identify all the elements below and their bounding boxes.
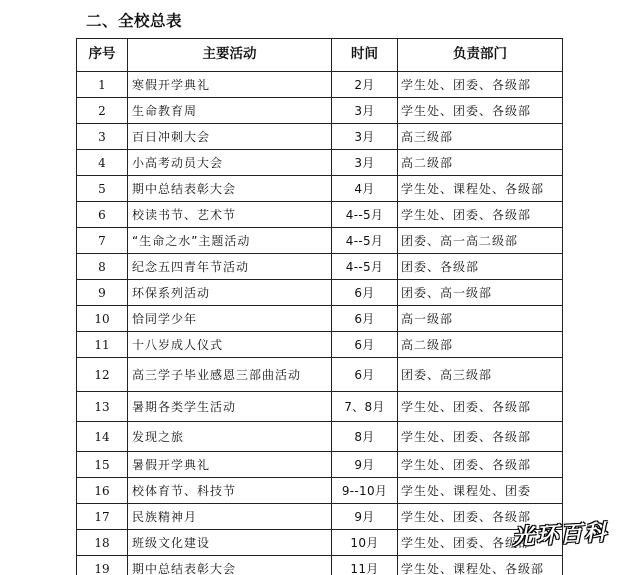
cell-dept: 团委、高一高二级部 [398,228,563,254]
cell-time: 6月 [332,358,398,392]
cell-time: 6月 [332,280,398,306]
cell-activity: 民族精神月 [128,504,332,530]
cell-activity: “生命之水”主题活动 [128,228,332,254]
cell-activity: 发现之旅 [128,422,332,452]
cell-no: 2 [77,98,128,124]
table-row [77,452,563,478]
cell-activity: 校读书节、艺术节 [128,202,332,228]
cell-no: 14 [77,422,128,452]
cell-time: 2月 [332,72,398,98]
cell-activity: 暑假开学典礼 [128,452,332,478]
cell-dept: 学生处、团委、各级部 [398,504,563,530]
cell-dept: 学生处、团委、各级部 [398,202,563,228]
table-row [77,228,563,254]
cell-time: 10月 [332,530,398,556]
cell-dept: 团委、高三级部 [398,358,563,392]
table-row [77,392,563,422]
table-row [77,422,563,452]
cell-no: 4 [77,150,128,176]
cell-activity: 生命教育周 [128,98,332,124]
cell-dept: 学生处、课程处、团委 [398,478,563,504]
cell-time: 3月 [332,98,398,124]
table-row [77,530,563,556]
cell-no: 7 [77,228,128,254]
cell-no: 12 [77,358,128,392]
cell-time: 4--5月 [332,254,398,280]
cell-time: 3月 [332,150,398,176]
table-header-row [77,39,563,72]
cell-no: 6 [77,202,128,228]
cell-dept: 学生处、团委、各级部 [398,452,563,478]
table-row [77,556,563,575]
cell-activity: 恰同学少年 [128,306,332,332]
section-title: 二、全校总表 [86,12,183,30]
table-row [77,98,563,124]
cell-activity: 小高考动员大会 [128,150,332,176]
cell-time: 7、8月 [332,392,398,422]
cell-dept: 高三级部 [398,124,563,150]
cell-no: 15 [77,452,128,478]
cell-dept: 学生处、课程处、各级部 [398,556,563,575]
header-dept: 负责部门 [398,39,563,72]
cell-activity: 班级文化建设 [128,530,332,556]
cell-dept: 学生处、团委、各级部 [398,98,563,124]
cell-activity: 十八岁成人仪式 [128,332,332,358]
header-time: 时间 [332,39,398,72]
cell-time: 4月 [332,176,398,202]
cell-no: 3 [77,124,128,150]
cell-time: 6月 [332,332,398,358]
cell-no: 1 [77,72,128,98]
cell-time: 8月 [332,422,398,452]
cell-dept: 学生处、团委、各级部 [398,422,563,452]
watermark-logo: 光环百科 [511,519,609,551]
table-row [77,176,563,202]
cell-time: 3月 [332,124,398,150]
cell-no: 16 [77,478,128,504]
cell-time: 9月 [332,452,398,478]
cell-no: 19 [77,556,128,575]
cell-no: 11 [77,332,128,358]
cell-activity: 寒假开学典礼 [128,72,332,98]
cell-activity: 环保系列活动 [128,280,332,306]
cell-activity: 高三学子毕业感恩三部曲活动 [128,358,332,392]
cell-no: 18 [77,530,128,556]
cell-dept: 学生处、团委、各级部 [398,72,563,98]
cell-no: 5 [77,176,128,202]
table-row [77,504,563,530]
cell-dept: 团委、各级部 [398,254,563,280]
cell-dept: 学生处、团委、各级部 [398,392,563,422]
cell-no: 8 [77,254,128,280]
cell-activity: 纪念五四青年节活动 [128,254,332,280]
header-no: 序号 [77,39,128,72]
table-row [77,254,563,280]
cell-no: 10 [77,306,128,332]
cell-dept: 高二级部 [398,332,563,358]
header-activity: 主要活动 [128,39,332,72]
table-row [77,124,563,150]
cell-time: 9--10月 [332,478,398,504]
cell-dept: 高二级部 [398,150,563,176]
cell-time: 9月 [332,504,398,530]
table-row [77,72,563,98]
cell-time: 11月 [332,556,398,575]
table-row [77,280,563,306]
cell-time: 6月 [332,306,398,332]
cell-dept: 学生处、课程处、各级部 [398,176,563,202]
cell-activity: 校体育节、科技节 [128,478,332,504]
cell-time: 4--5月 [332,202,398,228]
cell-no: 9 [77,280,128,306]
table-row [77,332,563,358]
table-row [77,202,563,228]
table-row [77,478,563,504]
schedule-table [76,38,563,575]
table-row [77,306,563,332]
cell-time: 4--5月 [332,228,398,254]
cell-dept: 高一级部 [398,306,563,332]
cell-no: 17 [77,504,128,530]
table-row [77,358,563,392]
cell-activity: 期中总结表彰大会 [128,556,332,575]
cell-no: 13 [77,392,128,422]
cell-activity: 百日冲刺大会 [128,124,332,150]
cell-dept: 学生处、团委、各级部 [398,530,563,556]
cell-activity: 暑期各类学生活动 [128,392,332,422]
table-row [77,150,563,176]
cell-dept: 团委、高一级部 [398,280,563,306]
cell-activity: 期中总结表彰大会 [128,176,332,202]
